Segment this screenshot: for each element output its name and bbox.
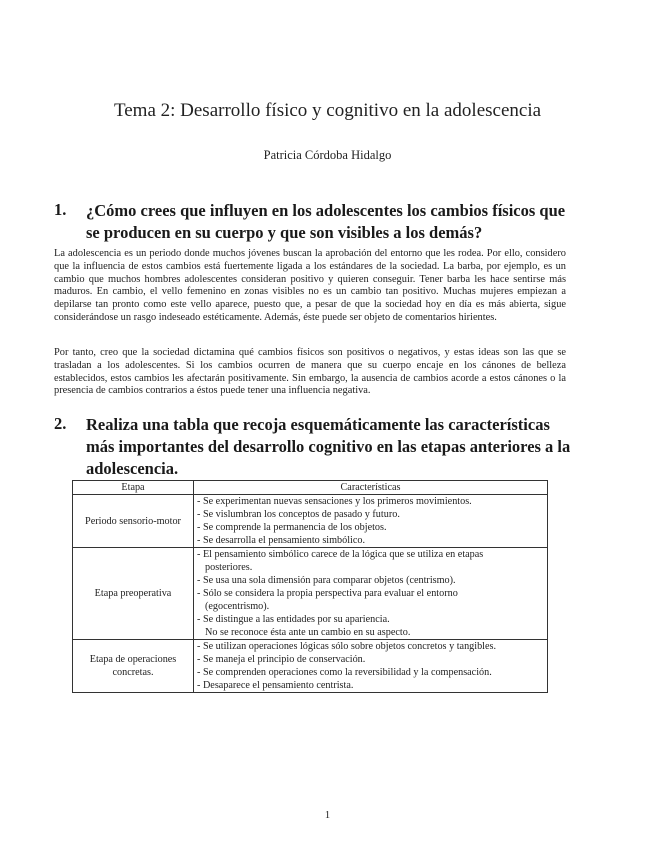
table-cell-characteristics: [194, 640, 548, 693]
table-header-characteristics: Características: [194, 481, 548, 495]
characteristic-line: - Se usa una sola dimensión para comparar objetos (centrismo).: [197, 575, 456, 586]
characteristic-line: - Se experimentan nuevas sensaciones y los primeros movimientos.: [197, 496, 472, 507]
table-header-row: [73, 481, 548, 495]
document-title: Tema 2: Desarrollo físico y cognitivo en la adolescencia: [113, 100, 542, 121]
section-2-heading: [54, 414, 574, 480]
section-1-title: ¿Cómo crees que influyen en los adolescentes los cambios físicos que se producen en su cuerpo y que son visibles a los demás?: [86, 201, 566, 242]
table-row: [73, 548, 548, 640]
characteristic-line: - Se comprende la permanencia de los objetos.: [197, 522, 387, 533]
characteristic-line: - Se vislumbran los conceptos de pasado y futuro.: [197, 509, 400, 520]
characteristic-line: - Se maneja el principio de conservación.: [197, 654, 366, 665]
page-number: 1: [324, 810, 331, 821]
section-1-paragraph-1: La adolescencia es un periodo donde muchos jóvenes buscan la aprobación del entorno que les rodea. Por ello, considero que la influencia de estos cambios está fuertemente ligada a los estándares de la sociedad. La barba, por ejemplo, es un cambio que muchos hombres adolescentes consideran positivo y quieren conseguir. Tener barba les hace sentirse más maduros. En cambio, el vello femenino en zonas visibles no es un cambio tan positivo. Muchas mujeres empiezan a depilarse tan pronto como este vello aparece, puesto que, a pesar de que la sociedad hoy en día es más abierta, sigue considerándose un rasgo indeseado estéticamente. Además, éste puede ser objeto de comentarios hirientes.: [54, 248, 566, 323]
cognitive-development-table: [72, 480, 548, 693]
characteristic-line: - Se comprenden operaciones como la reversibilidad y la compensación.: [197, 667, 492, 678]
characteristic-line: - Se desarrolla el pensamiento simbólico.: [197, 535, 366, 546]
table-cell-characteristics: [194, 548, 548, 640]
characteristic-line: - Desaparece el pensamiento centrista.: [197, 680, 354, 691]
document-author: Patricia Córdoba Hidalgo: [263, 148, 392, 162]
table-cell-stage: Periodo sensorio-motor: [73, 495, 194, 548]
characteristic-line: - Se utilizan operaciones lógicas sólo sobre objetos concretos y tangibles.: [197, 641, 497, 652]
characteristic-line: (egocentrismo).: [205, 601, 270, 612]
characteristic-line: No se reconoce ésta ante un cambio en su aspecto.: [205, 627, 411, 638]
section-1-paragraph-2: Por tanto, creo que la sociedad dictamina qué cambios físicos son positivos o negativos, y estas ideas son las que se trasladan a los adolescentes. Si los cambios ocurren de manera que su cuerpo encaje en los cánones de belleza establecidos, estos cambios les afectarán positivamente. Sin embargo, la ausencia de cambios acorde a estos cánones o la presencia de cambios contrarios a éstos puede tener una influencia negativa.: [54, 347, 566, 397]
table-cell-stage: Etapa preoperativa: [73, 548, 194, 640]
table-row: [73, 495, 548, 548]
characteristic-line: - El pensamiento simbólico carece de la lógica que se utiliza en etapas: [197, 549, 484, 560]
table-cell-characteristics: [194, 495, 548, 548]
table-cell-stage: Etapa de operaciones concretas.: [73, 640, 194, 693]
section-1-number: 1.: [54, 200, 67, 219]
characteristic-line: - Se distingue a las entidades por su apariencia.: [197, 614, 390, 625]
section-2-title: Realiza una tabla que recoja esquemáticamente las características más importantes del desarrollo cognitivo en las etapas anteriores a la adolescencia.: [86, 415, 571, 478]
table-row: [73, 640, 548, 693]
section-1-heading: [54, 200, 574, 244]
characteristic-line: - Sólo se considera la propia perspectiva para evaluar el entorno: [197, 588, 458, 599]
section-2-number: 2.: [54, 414, 67, 433]
characteristic-line: posteriores.: [205, 562, 253, 573]
table-header-stage: Etapa: [73, 481, 194, 495]
